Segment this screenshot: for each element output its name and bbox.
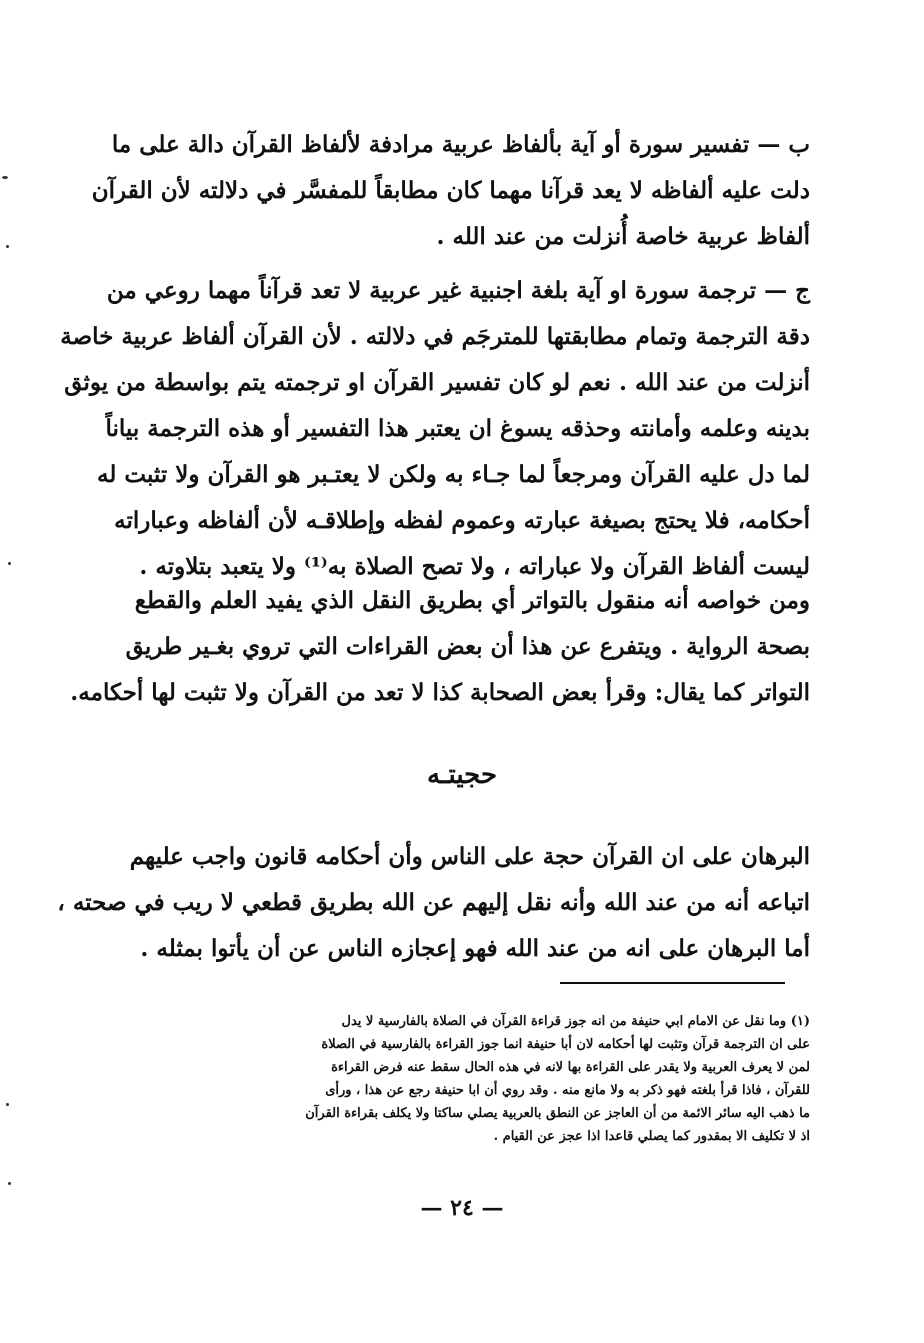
paragraph-khawas <box>70 578 810 716</box>
footnote <box>135 1010 810 1148</box>
footnote-line: اذ لا تكليف الا بمقدور كما يصلي قاعدا اذا عجز عن القيام . <box>493 1129 810 1144</box>
text-line: ب — تفسير سورة أو آية بألفاظ عربية مرادفة لألفاظ القرآن دالة على ما <box>111 131 810 158</box>
text-line: ليست ألفاظ القرآن ولا عباراته ، ولا تصح الصلاة به⁽¹⁾ ولا يتعبد بتلاوته . <box>139 553 810 580</box>
text-line: دلت عليه ألفاظه لا يعد قرآنا مهما كان مطابقاً للمفسَّر في دلالته لأن القرآن <box>91 177 810 204</box>
text-line: بصحة الرواية . ويتفرع عن هذا أن بعض القراءات التي تروي بغـير طريق <box>125 633 810 660</box>
paragraph-hujjiya <box>57 834 810 972</box>
scan-speck <box>2 176 8 179</box>
text-line: دقة الترجمة وتمام مطابقتها للمترجَم في دلالته . لأن القرآن ألفاظ عربية خاصة <box>60 323 810 350</box>
text-line: أنزلت من عند الله . نعم لو كان تفسير القرآن او ترجمته يتم بواسطة من يوثق <box>64 369 810 396</box>
text-line: ألفاظ عربية خاصة أُنزلت من عند الله . <box>436 223 810 250</box>
footnote-line: على ان الترجمة قرآن وتثبت لها أحكامه لان أبا حنيفة انما جوز القراءة بالفارسية في الصلاة <box>321 1037 810 1052</box>
scan-speck <box>6 245 9 248</box>
text-line: اتباعه أنه من عند الله وأنه نقل إليهم عن الله بطريق قطعي لا ريب في صحته ، <box>57 889 810 916</box>
text-line: لما دل عليه القرآن ومرجعاً لما جـاء به ولكن لا يعتـبر هو القرآن ولا تثبت له <box>97 461 810 488</box>
text-line: أحكامه، فلا يحتج بصيغة عبارته وعموم لفظه وإطلاقـه لأن ألفاظه وعباراته <box>114 507 810 534</box>
footnote-separator <box>560 982 785 984</box>
paragraph-b <box>91 122 810 260</box>
scan-speck <box>8 562 11 565</box>
text-line: أما البرهان على انه من عند الله فهو إعجازه الناس عن أن يأتوا بمثله . <box>140 935 810 962</box>
scan-speck <box>8 1182 11 1185</box>
paragraph-j <box>60 268 810 590</box>
text-line: ج — ترجمة سورة او آية بلغة اجنبية غير عربية لا تعد قرآناً مهما روعي من <box>106 277 810 304</box>
text-line: البرهان على ان القرآن حجة على الناس وأن أحكامه قانون واجب عليهم <box>129 843 810 870</box>
text-line: ومن خواصه أنه منقول بالتواتر أي بطريق النقل الذي يفيد العلم والقطع <box>134 587 810 614</box>
text-line: التواتر كما يقال: وقرأ بعض الصحابة كذا لا تعد من القرآن ولا تثبت لها أحكامه. <box>70 679 810 706</box>
scan-speck <box>6 1103 9 1106</box>
footnote-line: ما ذهب اليه سائر الائمة من أن العاجز عن النطق بالعربية يصلي ساكتا ولا يكلف بقراءة القرآن <box>305 1106 810 1121</box>
text-line: بدينه وعلمه وأمانته وحذقه يسوغ ان يعتبر هذا التفسير أو هذه الترجمة بياناً <box>105 415 810 442</box>
footnote-line: (١) وما نقل عن الامام ابي حنيفة من انه جوز قراءة القرآن في الصلاة بالفارسية لا يدل <box>341 1014 810 1029</box>
footnote-line: للقرآن ، فاذا قرأ بلغته فهو ذكر به ولا مانع منه . وقد روي أن ابا حنيفة رجع عن هذا ، ورأى <box>325 1083 810 1098</box>
footnote-line: لمن لا يعرف العربية ولا يقدر على القراءة بها لانه في هذه الحال سقط عنه فرض القراءة <box>331 1060 810 1075</box>
section-heading: حجيتـه <box>426 760 498 790</box>
page-number: — ٢٤ — <box>420 1195 504 1221</box>
